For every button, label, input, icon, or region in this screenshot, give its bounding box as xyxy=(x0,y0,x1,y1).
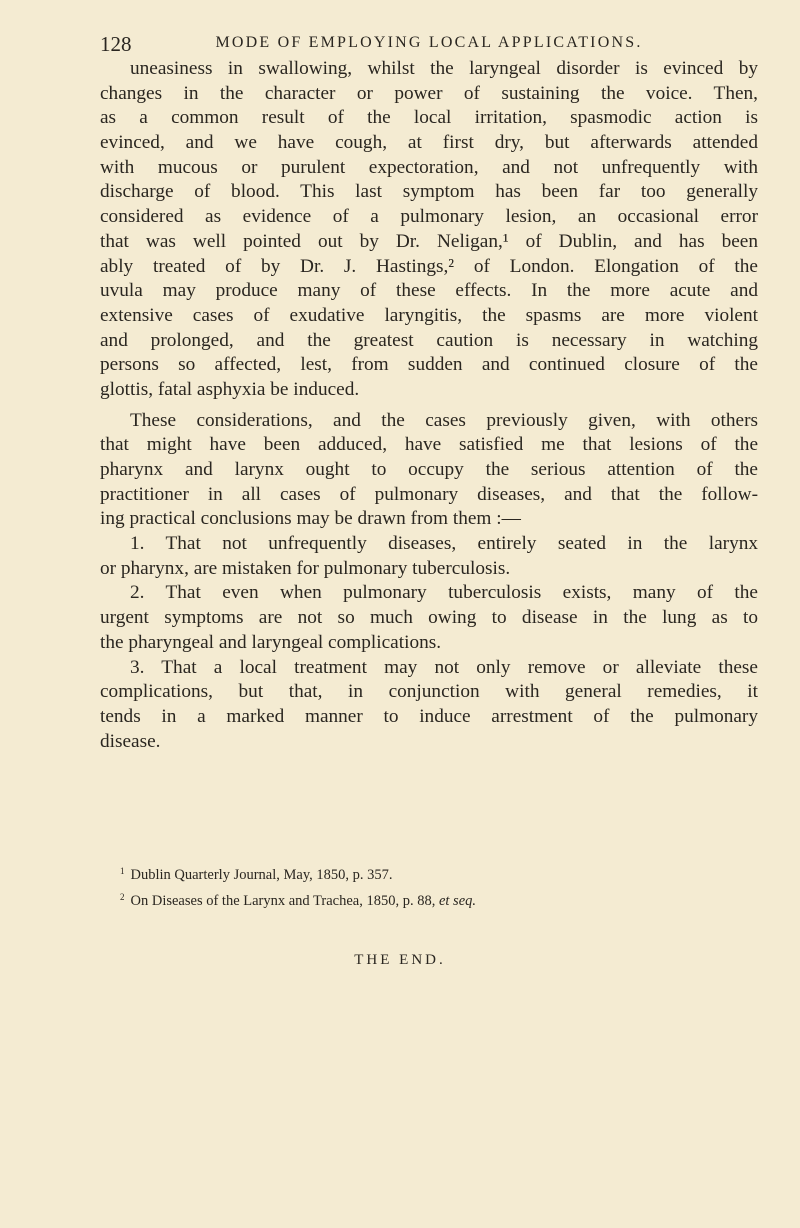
item2 xyxy=(100,581,758,655)
paragraph2 xyxy=(100,409,758,532)
text-line: changes in the character or power of sustaining the voice. Then, xyxy=(100,82,758,104)
footnote-italic: et seq. xyxy=(438,893,477,909)
text-line: as a common result of the local irritation, spasmodic action is xyxy=(100,107,758,129)
text-line: considered as evidence of a pulmonary lesion, an occasional error xyxy=(100,206,758,228)
text-line: disease. xyxy=(100,730,161,752)
item1 xyxy=(100,532,758,581)
text-line: or pharynx, are mistaken for pulmonary tuberculosis. xyxy=(100,557,511,579)
text-line: tends in a marked manner to induce arrestment of the pulmonary xyxy=(100,705,758,727)
text-line: that was well pointed out by Dr. Neligan,¹ of Dublin, and has been xyxy=(100,230,758,252)
text-line: discharge of blood. This last symptom has been far too generally xyxy=(100,181,758,203)
text-line: 1. That not unfrequently diseases, entirely seated in the larynx xyxy=(130,533,758,555)
text-line: urgent symptoms are not so much owing to disease in the lung as to xyxy=(100,607,758,629)
footnote-2 xyxy=(120,886,476,912)
footnote-1 xyxy=(120,860,476,886)
the-end: THE END. xyxy=(354,952,446,968)
paragraph1 xyxy=(100,57,758,403)
text-line: and prolonged, and the greatest caution is necessary in watching xyxy=(100,329,758,351)
page-number: 128 xyxy=(100,32,132,56)
text-line: uvula may produce many of these effects. In the more acute and xyxy=(100,280,758,302)
text-line: with mucous or purulent expectoration, and not unfrequently with xyxy=(100,156,758,178)
text-line: complications, but that, in conjunction with general remedies, it xyxy=(100,681,758,703)
text-line: extensive cases of exudative laryngitis, the spasms are more violent xyxy=(100,304,758,326)
footnote-text: On Diseases of the Larynx and Trachea, 1850, p. 88, xyxy=(130,893,436,909)
footnotes xyxy=(120,860,476,912)
body-text xyxy=(100,57,758,754)
footnote-mark: 2 xyxy=(120,892,125,902)
item3 xyxy=(100,656,758,755)
text-line: persons so affected, lest, from sudden and continued closure of the xyxy=(100,354,758,376)
text-line: ably treated of by Dr. J. Hastings,² of London. Elongation of the xyxy=(100,255,758,277)
text-line: practitioner in all cases of pulmonary diseases, and that the follow- xyxy=(100,483,758,505)
text-line: the pharyngeal and laryngeal complications. xyxy=(100,631,442,653)
text-line: glottis, fatal asphyxia be induced. xyxy=(100,378,360,400)
text-line: that might have been adduced, have satisfied me that lesions of the xyxy=(100,434,758,456)
footnote-text: Dublin Quarterly Journal, May, 1850, p. 357. xyxy=(130,867,393,883)
text-line: 3. That a local treatment may not only remove or alleviate these xyxy=(130,656,758,678)
text-line: pharynx and larynx ought to occupy the serious attention of the xyxy=(100,459,758,480)
footnote-mark: 1 xyxy=(120,866,125,876)
text-line: evinced, and we have cough, at first dry, but afterwards attended xyxy=(100,132,758,154)
running-title: MODE OF EMPLOYING LOCAL APPLICATIONS. xyxy=(215,34,643,51)
text-line: 2. That even when pulmonary tuberculosis exists, many of the xyxy=(130,582,758,604)
running-header xyxy=(100,32,758,58)
text-line: ing practical conclusions may be drawn from them :— xyxy=(100,508,521,530)
text-line: uneasiness in swallowing, whilst the laryngeal disorder is evinced by xyxy=(130,58,758,79)
text-line: These considerations, and the cases previously given, with others xyxy=(130,409,758,431)
